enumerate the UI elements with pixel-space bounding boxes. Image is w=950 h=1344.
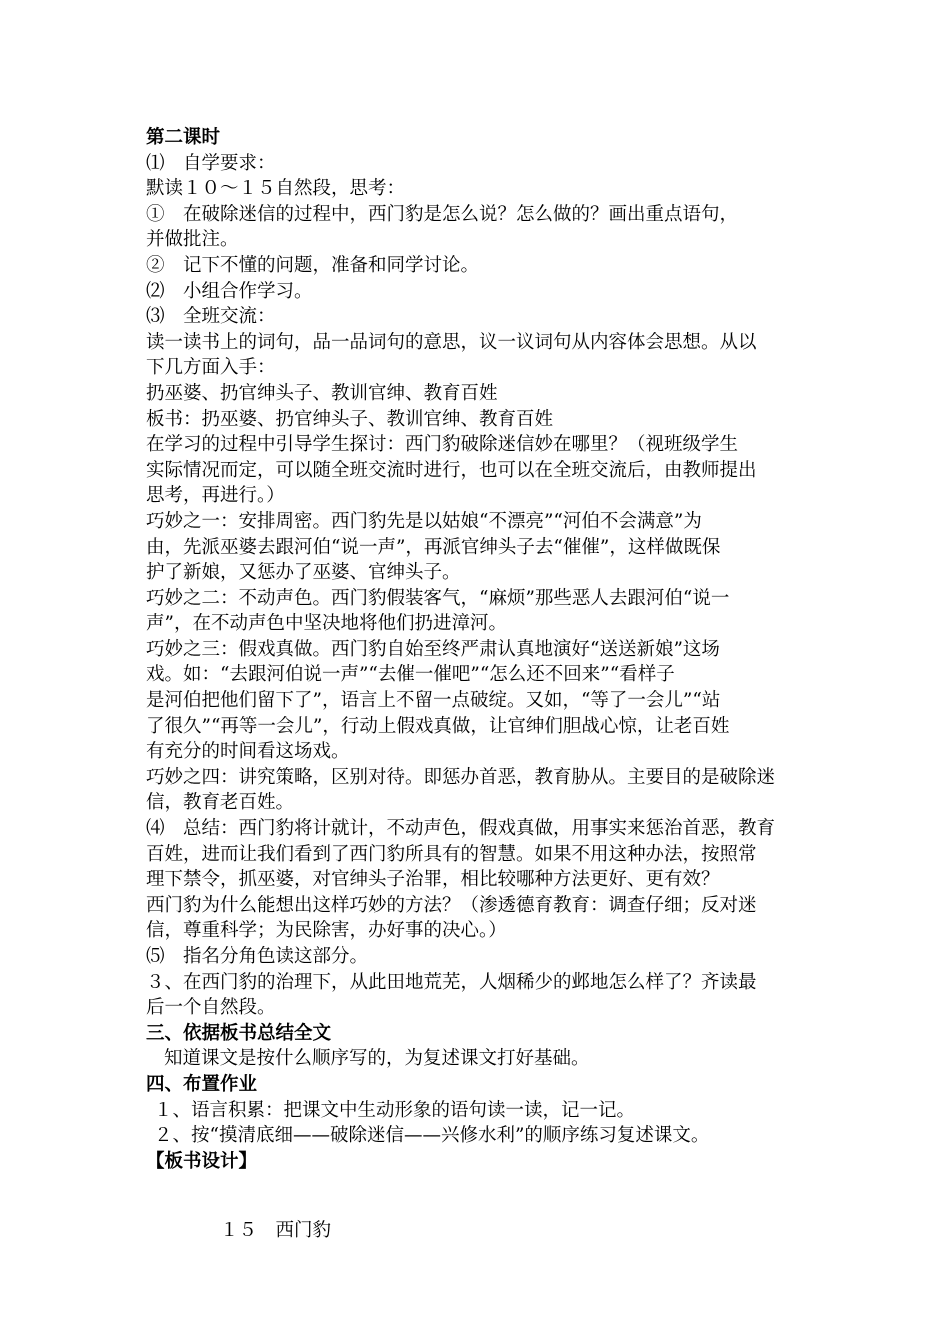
text-line: 思考，再进行。） bbox=[146, 485, 285, 507]
text-line: 巧妙之二：不动声色。西门豹假装客气，“麻烦”那些恶人去跟河伯“说一 bbox=[146, 587, 730, 609]
section-heading: 【板书设计】 bbox=[146, 1150, 258, 1172]
text-line: 信，尊重科学；为民除害，办好事的决心。） bbox=[146, 920, 507, 942]
spacer bbox=[146, 1174, 810, 1218]
text-line: 下几方面入手： bbox=[146, 357, 276, 379]
text-line: ⑶ 全班交流： bbox=[146, 306, 276, 328]
text-line: 有充分的时间看这场戏。 bbox=[146, 741, 350, 763]
text-line: 并做批注。 bbox=[146, 229, 239, 251]
text-line: 了很久”“再等一会儿”，行动上假戏真做，让官绅们胆战心惊，让老百姓 bbox=[146, 715, 730, 737]
text-line: 理下禁令，抓巫婆，对官绅头子治罪，相比较哪种方法更好、更有效？ bbox=[146, 869, 720, 891]
text-line: ⑵ 小组合作学习。 bbox=[146, 280, 313, 302]
board-title: １５ 西门豹 bbox=[220, 1220, 332, 1242]
text-line: ① 在破除迷信的过程中，西门豹是怎么说？怎么做的？画出重点语句， bbox=[146, 203, 739, 225]
document-page bbox=[146, 125, 810, 1244]
text-line: 实际情况而定，可以随全班交流时进行，也可以在全班交流后，由教师提出 bbox=[146, 459, 757, 481]
text-line: 百姓，进而让我们看到了西门豹所具有的智慧。如果不用这种办法，按照常 bbox=[146, 843, 757, 865]
text-line: 是河伯把他们留下了”，语言上不留一点破绽。又如，“等了一会儿”“站 bbox=[146, 690, 721, 712]
text-line: 后一个自然段。 bbox=[146, 997, 276, 1019]
section-heading: 四、布置作业 bbox=[146, 1073, 258, 1095]
text-line: 知道课文是按什么顺序写的，为复述课文打好基础。 bbox=[164, 1048, 590, 1070]
text-line: ⑸ 指名分角色读这部分。 bbox=[146, 946, 369, 967]
text-line: 由，先派巫婆去跟河伯“说一声”，再派官绅头子去“催催”，这样做既保 bbox=[146, 536, 721, 558]
text-line: 西门豹为什么能想出这样巧妙的方法？（渗透德育教育：调查仔细；反对迷 bbox=[146, 894, 757, 916]
text-line: 默读１０～１５自然段，思考： bbox=[146, 178, 406, 200]
text-line: ② 记下不懂的问题，准备和同学讨论。 bbox=[146, 254, 480, 276]
text-line: 信，教育老百姓。 bbox=[146, 792, 295, 814]
text-line: 声”，在不动声色中坚决地将他们扔进漳河。 bbox=[146, 613, 507, 635]
text-line: 巧妙之一：安排周密。西门豹先是以姑娘“不漂亮”“河伯不会满意”为 bbox=[146, 510, 702, 532]
text-line: １、语言积累：把课文中生动形象的语句读一读，记一记。 bbox=[154, 1099, 636, 1121]
text-line: ⑷ 总结：西门豹将计就计，不动声色，假戏真做，用事实来惩治首恶，教育 bbox=[146, 818, 776, 840]
lesson-heading: 第二课时 bbox=[146, 127, 221, 148]
text-line: 在学习的过程中引导学生探讨：西门豹破除迷信妙在哪里？（视班级学生 bbox=[146, 434, 739, 456]
text-line: 巧妙之三：假戏真做。西门豹自始至终严肃认真地演好“送送新娘”这场 bbox=[146, 638, 720, 660]
text-line: 扔巫婆、扔官绅头子、教训官绅、教育百姓 bbox=[146, 382, 498, 404]
text-line: ３、在西门豹的治理下，从此田地荒芜，人烟稀少的邺地怎么样了？齐读最 bbox=[146, 971, 757, 993]
text-line: 巧妙之四：讲究策略，区别对待。即惩办首恶，教育胁从。主要目的是破除迷 bbox=[146, 766, 776, 788]
section-heading: 三、依据板书总结全文 bbox=[146, 1022, 332, 1044]
text-line: 读一读书上的词句，品一品词句的意思，议一议词句从内容体会思想。从以 bbox=[146, 331, 757, 353]
text-line: ２、按“摸清底细——破除迷信——兴修水利”的顺序练习复述课文。 bbox=[154, 1125, 710, 1147]
text-line: ⑴ 自学要求： bbox=[146, 152, 276, 174]
text-line: 戏。如：“去跟河伯说一声”“去催一催吧”“怎么还不回来”“看样子 bbox=[146, 664, 675, 686]
text-line: 板书：扔巫婆、扔官绅头子、教训官绅、教育百姓 bbox=[146, 408, 554, 430]
text-line: 护了新娘，又惩办了巫婆、官绅头子。 bbox=[146, 562, 461, 584]
